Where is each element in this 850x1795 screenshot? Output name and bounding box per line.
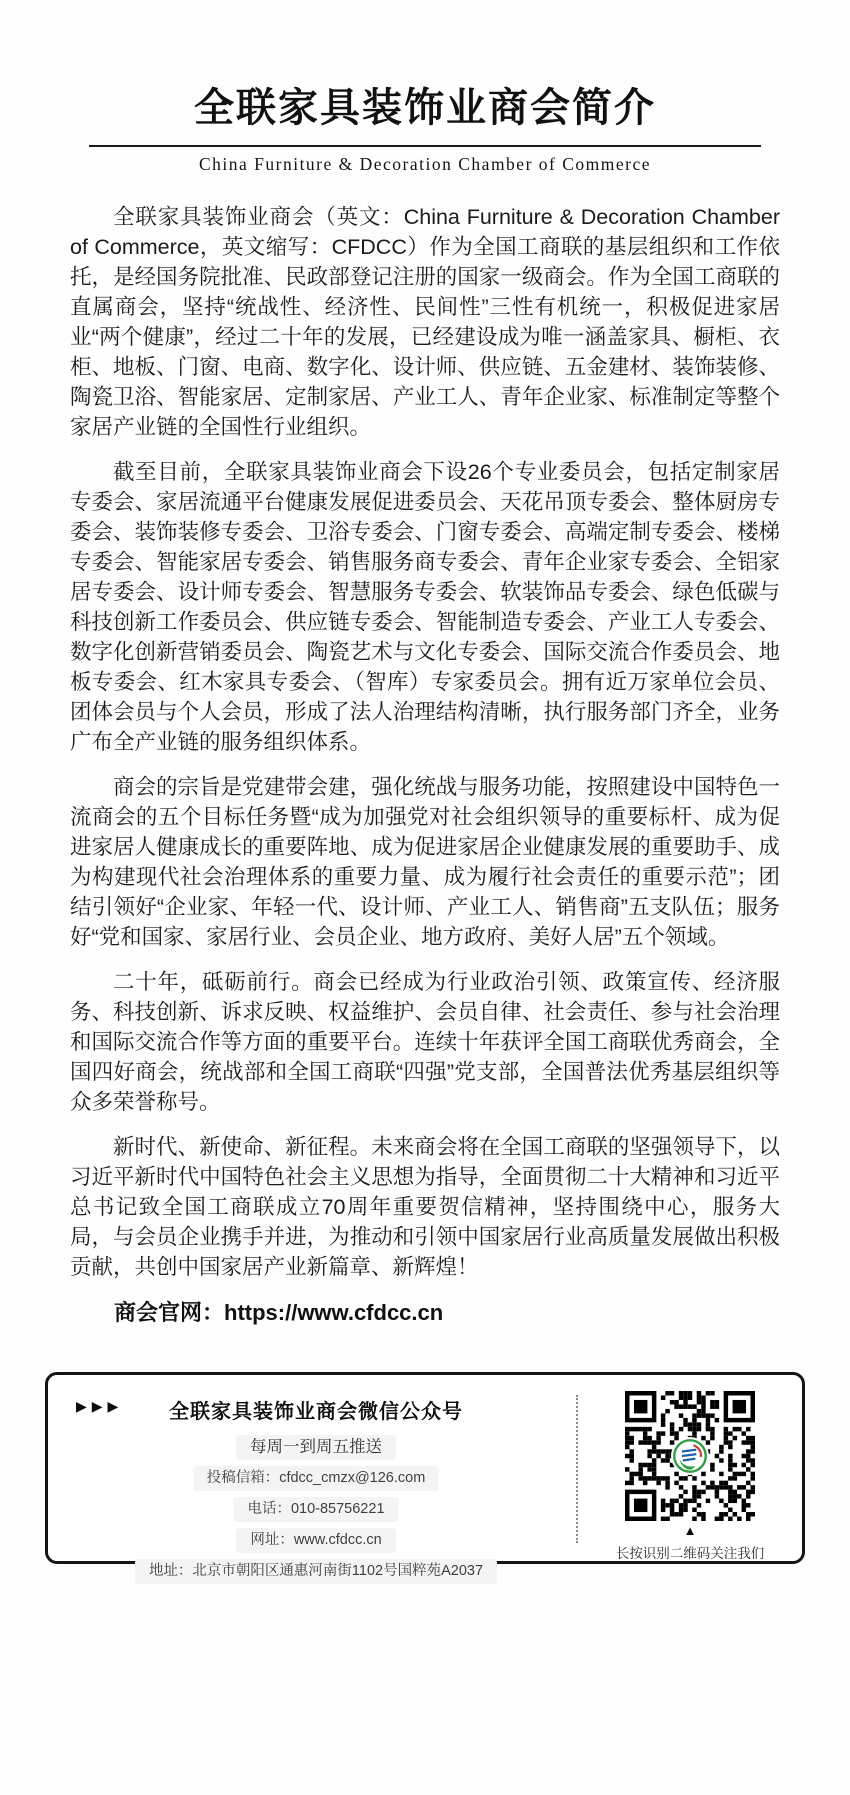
article-body <box>0 175 850 1328</box>
title-underline <box>89 145 761 147</box>
qr-caption-text: 长按识别二维码关注我们 <box>615 1546 765 1561</box>
wechat-account-card <box>45 1372 805 1579</box>
address-text: 地址：北京市朝阳区通惠河南街1102号国粹苑A2037 <box>135 1559 497 1584</box>
website-url-text: 网址：www.cfdcc.cn <box>236 1528 395 1553</box>
paragraph-mission: 商会的宗旨是党建带会建，强化统战与服务功能，按照建设中国特色一流商会的五个目标任务暨“成为加强党对社会组织领导的重要标杆、成为促进家居人健康成长的重要阵地、成为促进家居企业健康发展的重要助手、成为构建现代社会治理体系的重要力量、成为履行社会责任的重要示范”；团结引领好“企业家、年轻一代、设计师、产业工人、销售商”五支队伍；服务好“党和国家、家居行业、会员企业、地方政府、美好人居”五个领域。 <box>70 775 780 949</box>
dotted-divider <box>576 1395 578 1543</box>
qr-column <box>588 1389 792 1561</box>
qr-code <box>625 1391 755 1521</box>
triple-arrow-icon: ▶▶▶ <box>76 1398 124 1414</box>
document-header <box>0 0 850 175</box>
paragraph-future: 新时代、新使命、新征程。未来商会将在全国工商联的坚强领导下，以习近平新时代中国特色社会主义思想为指导，全面贯彻二十大精神和习近平总书记致全国工商联成立70周年重要贺信精神，坚持围绕中心，服务大局，与会员企业携手并进，为推动和引领中国家居行业高质量发展做出积极贡献，共创中国家居产业新篇章、新辉煌！ <box>70 1135 780 1279</box>
triangle-up-icon: ▲ <box>683 1523 697 1538</box>
page-subtitle-en: China Furniture & Decoration Chamber of Commerce <box>198 154 652 174</box>
page-title: 全联家具装饰业商会简介 <box>194 86 656 130</box>
paragraph-intro: 全联家具装饰业商会（英文：China Furniture & Decoration Chamber of Commerce，英文缩写：CFDCC）作为全国工商联的基层组织和工作依托，是经国务院批准、民政部登记注册的国家一级商会。作为全国工商联的直属商会，坚持“统战性、经济性、民间性”三性有机统一，积极促进家居业“两个健康”，经过二十年的发展，已经建设成为唯一涵盖家具、橱柜、衣柜、地板、门窗、电商、数字化、设计师、供应链、五金建材、装饰装修、陶瓷卫浴、智能家居、定制家居、产业工人、青年企业家、标准制定等整个家居产业链的全国性行业组织。 <box>70 205 780 439</box>
official-website-line: 商会官网：https://www.cfdcc.cn <box>114 1300 444 1325</box>
phone-number-text: 电话：010-85756221 <box>233 1497 398 1522</box>
paragraph-committees: 截至目前，全联家具装饰业商会下设26个专业委员会，包括定制家居专委会、家居流通平台健康发展促进委员会、天花吊顶专委会、整体厨房专委会、装饰装修专委会、卫浴专委会、门窗专委会、高端定制专委会、楼梯专委会、智能家居专委会、销售服务商专委会、青年企业家专委会、全铝家居专委会、设计师专委会、智慧服务专委会、软装饰品专委会、绿色低碳与科技创新工作委员会、供应链专委会、智能制造专委会、产业工人专委会、数字化创新营销委员会、陶瓷艺术与文化专委会、国际交流合作委员会、地板专委会、红木家具专委会、（智库）专家委员会。拥有近万家单位会员、团体会员与个人会员，形成了法人治理结构清晰，执行服务部门齐全，业务广布全产业链的服务组织体系。 <box>70 460 780 754</box>
push-schedule-text: 每周一到周五推送 <box>236 1435 396 1460</box>
card-info-column <box>62 1389 570 1579</box>
paragraph-achievements: 二十年，砥砺前行。商会已经成为行业政治引领、政策宣传、经济服务、科技创新、诉求反映、权益维护、会员自律、社会责任、参与社会治理和国际交流合作等方面的重要平台。连续十年获评全国工商联优秀商会，全国四好商会，统战部和全国工商联“四强”党支部，全国普法优秀基层组织等众多荣誉称号。 <box>70 970 780 1114</box>
wechat-account-title: 全联家具装饰业商会微信公众号 <box>169 1401 463 1423</box>
submission-email-text: 投稿信箱：cfdcc_cmzx@126.com <box>193 1466 440 1491</box>
card-header-row <box>62 1395 570 1424</box>
qr-center-logo-icon <box>671 1437 709 1475</box>
